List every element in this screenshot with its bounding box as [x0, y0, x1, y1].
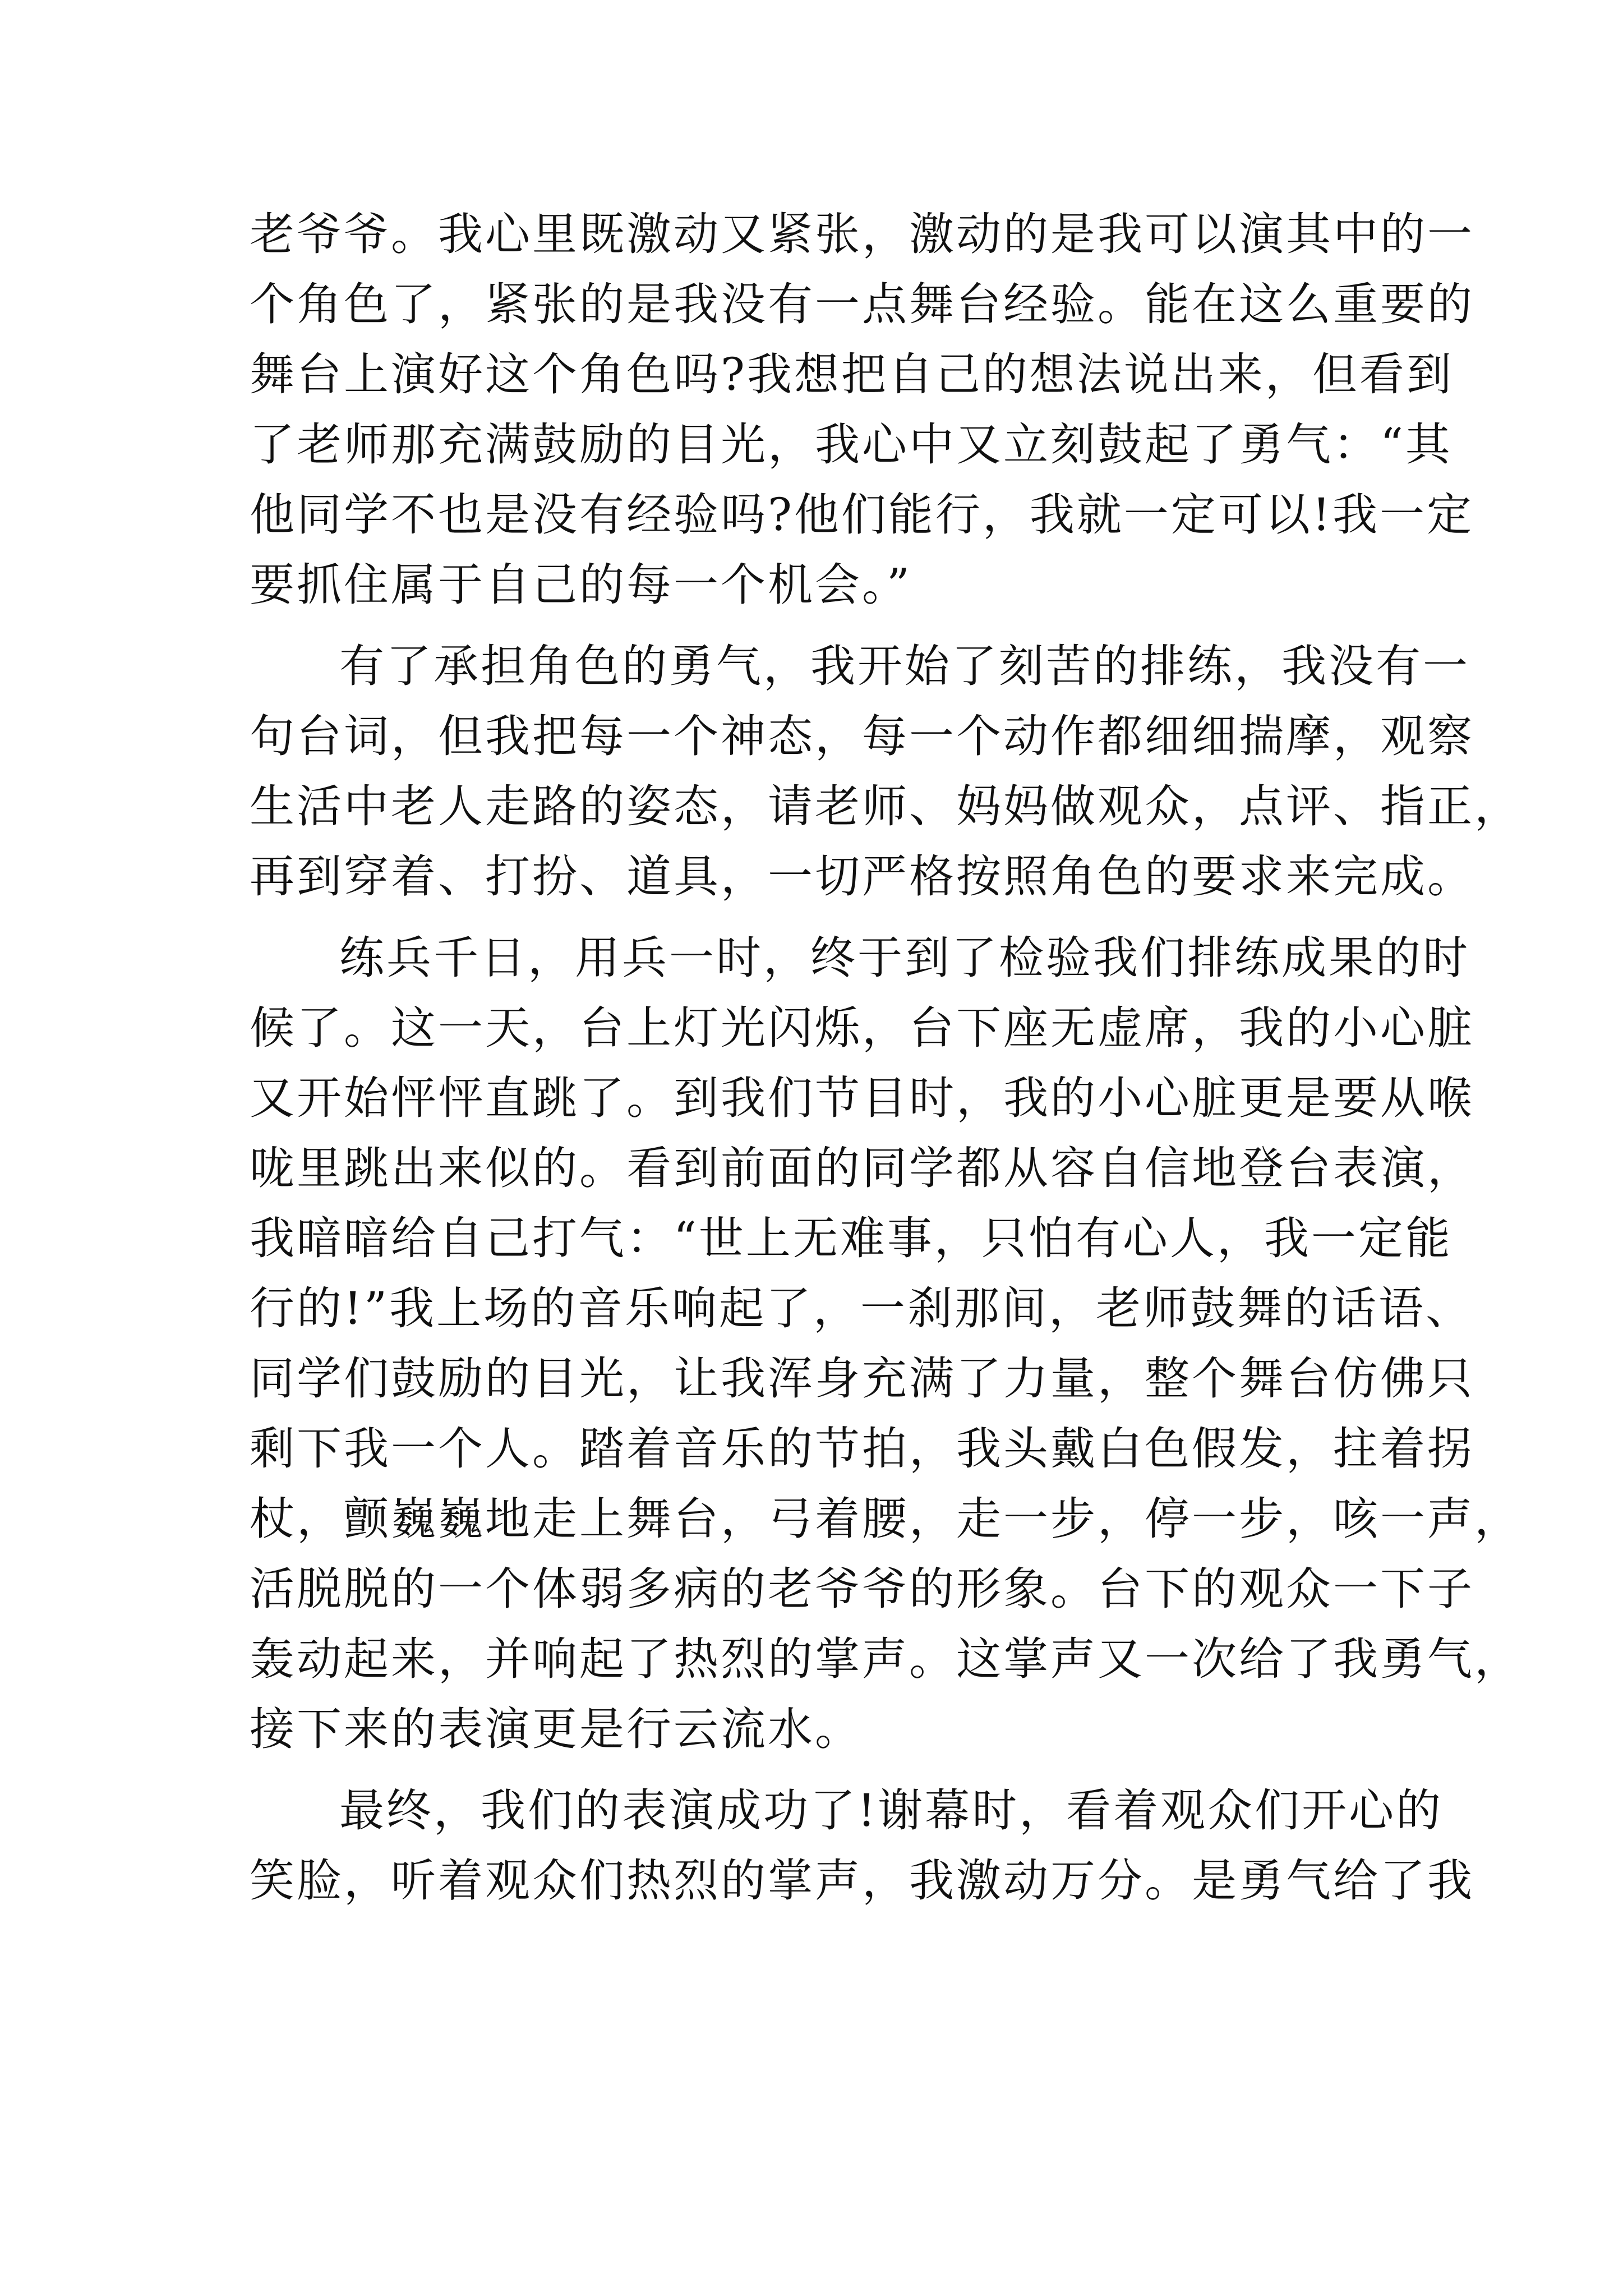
- text-line: 句台词，但我把每一个神态，每一个动作都细细揣摩，观察: [250, 710, 1474, 762]
- text-line: 最终，我们的表演成功了!谢幕时，看着观众们开心的: [339, 1784, 1444, 1837]
- text-line: 我暗暗给自己打气：“世上无难事，只怕有心人，我一定能: [250, 1212, 1453, 1264]
- text-line: 笑脸，听着观众们热烈的掌声，我激动万分。是勇气给了我: [250, 1855, 1474, 1907]
- text-line: 接下来的表演更是行云流水。: [250, 1703, 862, 1755]
- paragraph-3: [250, 923, 1521, 1764]
- text-line: 个角色了，紧张的是我没有一点舞台经验。能在这么重要的: [250, 278, 1474, 330]
- paragraph-2: [250, 631, 1521, 912]
- text-line: 要抓住属于自己的每一个机会。”: [250, 559, 912, 611]
- text-line: 有了承担角色的勇气，我开始了刻苦的排练，我没有一: [339, 640, 1470, 692]
- paragraph-4: [250, 1775, 1474, 1916]
- text-line: 行的!”我上场的音乐响起了，一刹那间，老师鼓舞的话语、: [250, 1282, 1473, 1335]
- paragraph-gap: [250, 620, 1394, 631]
- paragraph-gap: [250, 912, 1394, 923]
- text-line: 同学们鼓励的目光，让我浑身充满了力量，整个舞台仿佛只: [250, 1352, 1474, 1405]
- body-text: [250, 199, 1521, 1916]
- text-line: 老爷爷。我心里既激动又紧张，激动的是我可以演其中的一: [250, 208, 1474, 260]
- text-line: 咙里跳出来似的。看到前面的同学都从容自信地登台表演，: [250, 1142, 1474, 1194]
- text-line: 剩下我一个人。踏着音乐的节拍，我头戴白色假发，拄着拐: [250, 1423, 1474, 1475]
- text-line: 他同学不也是没有经验吗?他们能行，我就一定可以!我一定: [250, 489, 1474, 541]
- text-line: 舞台上演好这个角色吗?我想把自己的想法说出来，但看到: [250, 348, 1454, 401]
- text-line: 又开始怦怦直跳了。到我们节目时，我的小心脏更是要从喉: [250, 1072, 1474, 1124]
- text-line: 候了。这一天，台上灯光闪烁，台下座无虚席，我的小心脏: [250, 1002, 1474, 1054]
- text-line: 练兵千日，用兵一时，终于到了检验我们排练成果的时: [339, 932, 1470, 984]
- text-line: 了老师那充满鼓励的目光，我心中又立刻鼓起了勇气：“其: [250, 418, 1453, 471]
- text-line: 杖，颤巍巍地走上舞台，弓着腰，走一步，停一步，咳一声，: [250, 1493, 1521, 1545]
- text-line: 生活中老人走路的姿态，请老师、妈妈做观众，点评、指正，: [250, 780, 1521, 832]
- text-line: 再到穿着、打扮、道具，一切严格按照角色的要求来完成。: [250, 850, 1474, 903]
- paragraph-1: [250, 199, 1474, 620]
- text-line: 轰动起来，并响起了热烈的掌声。这掌声又一次给了我勇气，: [250, 1633, 1521, 1685]
- text-line: 活脱脱的一个体弱多病的老爷爷的形象。台下的观众一下子: [250, 1563, 1474, 1615]
- paragraph-gap: [250, 1764, 1394, 1775]
